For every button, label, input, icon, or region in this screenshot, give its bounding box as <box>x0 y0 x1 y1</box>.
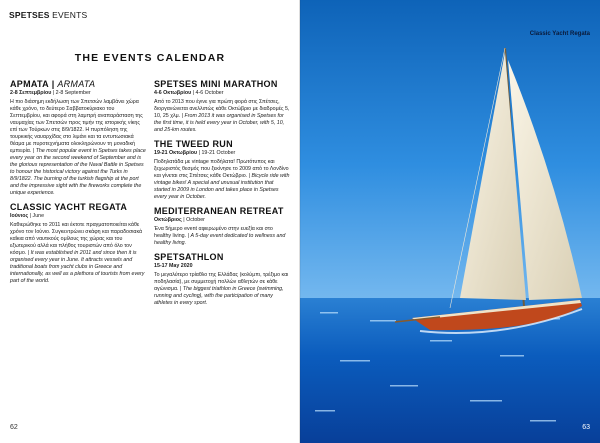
text-separator: | <box>181 113 185 119</box>
text-separator: | <box>180 286 183 292</box>
date-separator: | <box>29 213 33 219</box>
event-date: 15-17 May 2020 <box>154 263 193 269</box>
page-title: THE EVENTS CALENDAR <box>74 52 226 64</box>
photo-caption: Classic Yacht Regata <box>529 31 590 37</box>
text-separator: | <box>248 173 252 179</box>
date-separator: | <box>52 90 56 96</box>
event-description <box>10 99 146 197</box>
event-date <box>154 150 290 157</box>
event-title: SPETSATHLON <box>154 252 224 262</box>
event-text-gr: Ένα 5ήμερο event αφιερωμένο στην ευεξία και στο healthy living. <box>154 226 273 239</box>
text-separator: | <box>27 250 31 256</box>
event-text-en: Bicycle ride with vintage bikes! A special and unusual institution that started in 2009 in London and takes place in Spetses every year in October. <box>154 173 290 200</box>
event-description <box>10 222 146 285</box>
event-title <box>10 79 146 89</box>
event-text-gr: Η πιο διάσημη εκδήλωση των Σπετσών λαμβάνει χώρα κάθε χρόνο, το δεύτερο Σαββατοκύριακο του Σεπτεμβρίου, και αφορά στη λαμπρή αναπαράσταση της ναυμαχίας των Σπετσών προς τιμήν της ιστορικής νίκης επί των Τούρκων στις 8/9/1822. Η πυρπόληση της τουρκικής ναυαρχίδας στο λιμάνι και τα εντυπωσιακά θέαμα με πυροτεχνήματα ολοκληρώνουν τη μοναδική εμπειρία. <box>10 99 143 154</box>
event-title-alt: ARMATA <box>57 79 96 89</box>
page-number-right: 63 <box>582 424 590 431</box>
events-column-right <box>154 79 290 312</box>
event-mediterranean-retreat <box>154 206 290 247</box>
event-date-gr: Οκτώβριος <box>154 217 182 223</box>
event-text-gr: Ποδηλατάδα με vintage ποδήλατα! Πρωτότυπος και ξεχωριστός θεσμός που ξεκίνησε το 2009 από το Λονδίνο και γίνεται στις Σπέτσες κάθε Οκτώβριο. <box>154 159 289 179</box>
sailing-yacht-photo <box>300 0 600 443</box>
event-description <box>154 159 290 201</box>
event-text-en: The most popular event in Spetses takes place every year on the second weekend of September and is the glorious representation of the Naval Battle in Spetses to honour the historical victory against the Turks in 8/9/1822. The burning of the turkish flagship at the port and the impressive sight with the fireworks complete the unique experience. <box>10 148 146 196</box>
event-date-en: June <box>32 213 45 219</box>
event-date-gr: 19-21 Οκτωβρίου <box>154 150 198 156</box>
event-title: SPETSES MINI MARATHON <box>154 79 278 89</box>
event-date <box>10 90 146 97</box>
text-separator: | <box>32 148 36 154</box>
event-description <box>154 272 290 307</box>
event-title: THE TWEED RUN <box>154 139 233 149</box>
event-spetsathlon <box>154 252 290 307</box>
event-title: MEDITERRANEAN RETREAT <box>154 206 284 216</box>
event-text-en: The biggest triathlon in Greece (swimming, running and cycling), with the participation of many athletes in every sport. <box>154 286 284 306</box>
date-separator: | <box>183 217 187 223</box>
event-text-en: It was established in 2011 and since then it is organised every year in June. It attracts vessels and traditional boats from yacht clubs in Greece and internationally, as well as a plethora of tourists from every part of the world. <box>10 250 145 284</box>
event-text-en: A 5-day event dedicated to wellness and healthy living. <box>154 233 286 246</box>
event-date-en: 19-21 October <box>201 150 236 156</box>
event-date-en: 2-8 September <box>55 90 91 96</box>
event-title-text: ΑΡΜΑΤΑ <box>10 79 49 89</box>
header-brand: SPETSES <box>9 10 50 20</box>
event-date-en: October <box>186 217 205 223</box>
event-date <box>154 90 290 97</box>
event-title: CLASSIC YACHT REGATA <box>10 202 128 212</box>
event-date-gr: 4-6 Οκτωβρίου <box>154 90 192 96</box>
event-text-gr: Από το 2013 που έγινε για πρώτη φορά στις Σπέτσες, διοργανώνεται ανελλιπώς κάθε Οκτώβριο με διαδρομές 5, 10, 25 χλμ. <box>154 99 290 119</box>
event-text-gr: Το μεγαλύτερο τρίαθλο της Ελλάδας (κολύμπι, τρέξιμο και ποδηλασία), με συμμετοχή πολλών αθλητών σε κάθε αγώνισμα. <box>154 272 289 292</box>
header-section: EVENTS <box>52 10 88 20</box>
text-separator: | <box>187 233 191 239</box>
event-description <box>154 226 290 247</box>
date-separator: | <box>198 150 202 156</box>
event-date <box>154 217 290 224</box>
event-text-en: From 2013 it was organised in Spetses for the first time, it is held every year in October, with 5, 10, and 25-km routes. <box>154 113 285 133</box>
event-mini-marathon <box>154 79 290 134</box>
page-number-left: 62 <box>10 424 18 431</box>
title-separator: | <box>51 79 58 89</box>
event-description <box>154 99 290 134</box>
event-date-en: 4-6 October <box>195 90 224 96</box>
event-date <box>10 213 146 220</box>
event-tweed-run <box>154 139 290 201</box>
page-gutter <box>299 0 301 443</box>
event-text-gr: Καθιερώθηκε το 2011 και έκτοτε πραγματοποιείται κάθε χρόνο τον Ιούνιο. Συγκεντρώνει σκάφη και παραδοσιακά καΐκια από ναυτικούς ομίλους της χώρας και του εξωτερικού αλλά και πλήθος τουριστών από όλο τον κόσμο. <box>10 222 143 256</box>
events-column-left <box>10 79 146 290</box>
event-date-gr: 2-8 Σεπτεμβρίου <box>10 90 52 96</box>
event-classic-yacht-regata <box>10 202 146 285</box>
running-header <box>9 10 87 20</box>
event-date-gr: Ιούνιος <box>10 213 29 219</box>
event-armata <box>10 79 146 197</box>
right-page-photo <box>300 0 600 443</box>
date-separator: | <box>192 90 196 96</box>
